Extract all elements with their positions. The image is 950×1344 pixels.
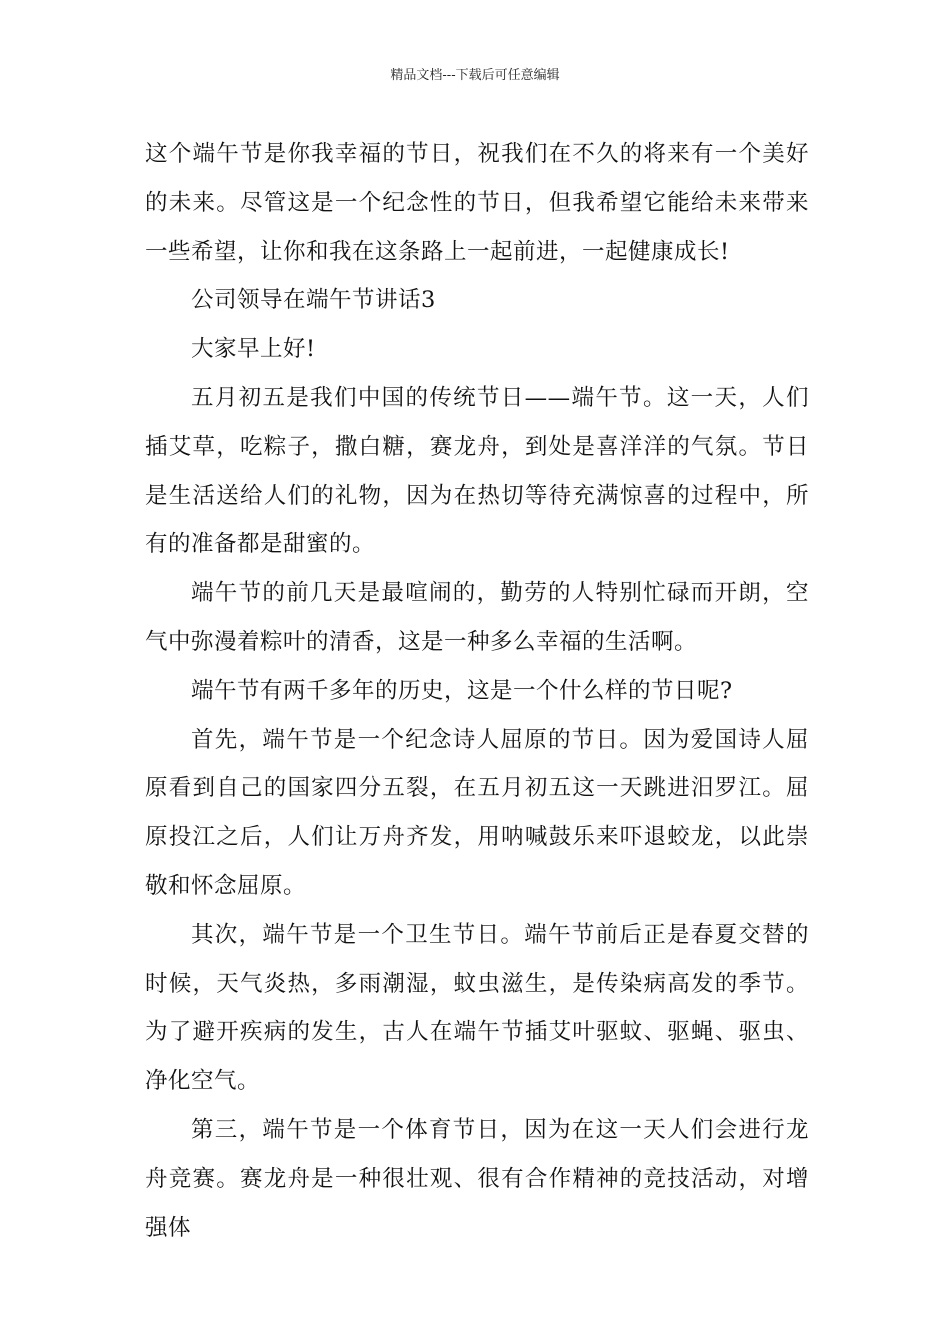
paragraph-5: 端午节的前几天是最喧闹的，勤劳的人特别忙碌而开朗，空气中弥漫着粽叶的清香，这是一种多么幸福的生活啊。 (145, 580, 809, 655)
page-header: 精品文档---下载后可任意编辑 (390, 68, 560, 83)
paragraph-8: 其次，端午节是一个卫生节日。端午节前后正是春夏交替的时候，天气炎热，多雨潮湿，蚊虫滋生，是传染病高发的季节。为了避开疾病的发生，古人在端午节插艾叶驱蚊、驱蝇、驱虫、净化空气。 (145, 921, 809, 1095)
paragraph-9: 第三，端午节是一个体育节日，因为在这一天人们会进行龙舟竞赛。赛龙舟是一种很壮观、很有合作精神的竞技活动，对增强体 (145, 1116, 809, 1241)
paragraph-6: 端午节有两千多年的历史，这是一个什么样的节日呢? (191, 677, 733, 704)
paragraph-1: 这个端午节是你我幸福的节日，祝我们在不久的将来有一个美好的未来。尽管这是一个纪念性的节日，但我希望它能给未来带来一些希望，让你和我在这条路上一起前进，一起健康成长! (145, 141, 809, 265)
paragraph-4: 五月初五是我们中国的传统节日——端午节。这一天，人们插艾草，吃粽子，撒白糖，赛龙舟，到处是喜洋洋的气氛。节日是生活送给人们的礼物，因为在热切等待充满惊喜的过程中，所有的准备都是甜蜜的。 (145, 384, 809, 558)
paragraph-7: 首先，端午节是一个纪念诗人屈原的节日。因为爱国诗人屈原看到自己的国家四分五裂，在五月初五这一天跳进汨罗江。屈原投江之后，人们让万舟齐发，用呐喊鼓乐来吓退蛟龙，以此崇敬和怀念屈原。 (145, 726, 809, 899)
paragraph-2-heading: 公司领导在端午节讲话3 (191, 287, 436, 314)
document-body (145, 130, 809, 1252)
paragraph-3-greeting: 大家早上好! (191, 336, 316, 363)
